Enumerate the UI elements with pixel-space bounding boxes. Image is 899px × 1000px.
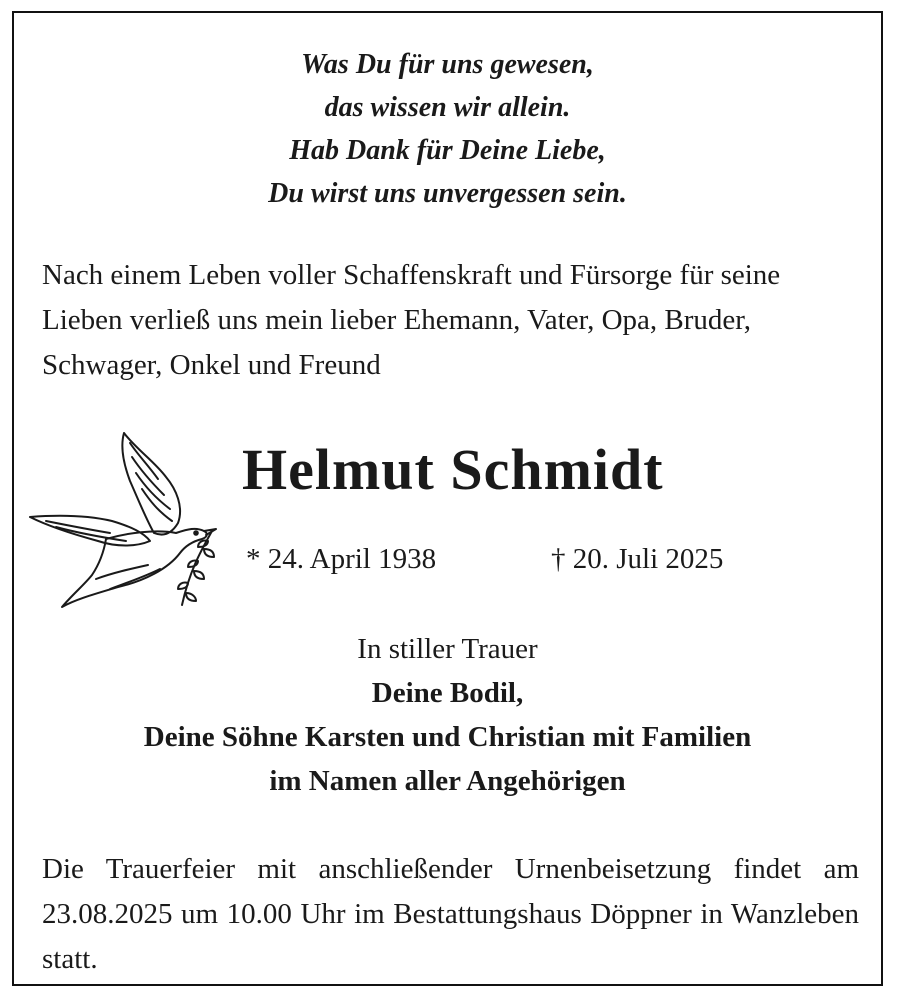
death-date: † 20. Juli 2025: [551, 543, 724, 575]
dove-with-olive-branch-icon: [26, 429, 226, 609]
mourners: [14, 627, 881, 803]
poem-line: Hab Dank für Deine Liebe,: [289, 135, 606, 166]
mourner-sons: Deine Söhne Karsten und Christian mit Familien: [143, 721, 752, 753]
deceased-name: Helmut Schmidt: [242, 437, 664, 502]
birth-date: * 24. April 1938: [246, 543, 437, 575]
mourning-intro: In stiller Trauer: [357, 633, 538, 665]
mourner-relatives: im Namen aller Angehörigen: [269, 765, 626, 797]
ceremony-info: Die Trauerfeier mit anschließender Urnenbeisetzung findet am 23.08.2025 um 10.00 Uhr im Bestattungshaus Döppner in Wanzleben statt.: [42, 853, 859, 975]
obituary-notice: [12, 11, 883, 986]
life-dates: [246, 541, 821, 577]
poem: [14, 43, 881, 215]
poem-line: Was Du für uns gewesen,: [301, 49, 594, 80]
mourner-spouse: Deine Bodil,: [371, 677, 524, 709]
poem-line: Du wirst uns unvergessen sein.: [268, 178, 627, 209]
poem-line: das wissen wir allein.: [324, 92, 571, 123]
intro-text: Nach einem Leben voller Schaffenskraft und Fürsorge für seine Lieben verließ uns mein lieber Ehemann, Vater, Opa, Bruder, Schwager, Onkel und Freund: [42, 259, 781, 381]
